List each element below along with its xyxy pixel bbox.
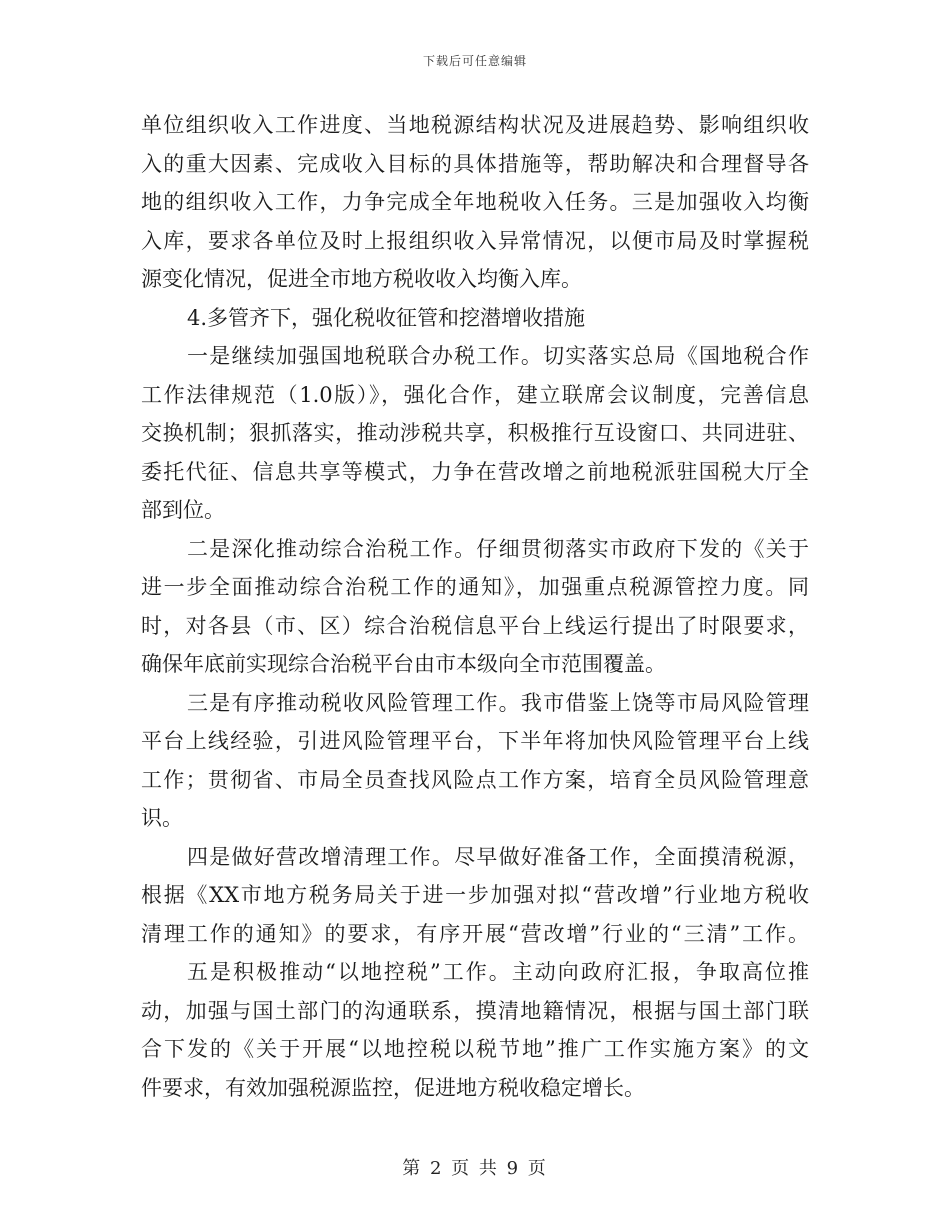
page-header: 下载后可任意编辑 — [422, 54, 527, 68]
text-line: 件要求，有效加强税源监控，促进地方税收稳定增长。 — [141, 1075, 645, 1100]
text-line: 地的组织收入工作，力争完成全年地税收入任务。三是加强收入均衡 — [141, 190, 809, 214]
text-line: 确保年底前实现综合治税平台由市本级向全市范围覆盖。 — [141, 652, 666, 676]
text-line: 部到位。 — [141, 498, 225, 522]
text-line: 入的重大因素、完成收入目标的具体措施等，帮助解决和合理督导各 — [141, 151, 809, 176]
document-body — [141, 106, 809, 1107]
text-line: 识。 — [141, 806, 183, 830]
text-line: 进一步全面推动综合治税工作的通知》，加强重点税源管控力度。同 — [141, 575, 809, 599]
page-number-footer: 第 2 页 共 9 页 — [402, 1158, 548, 1179]
text-line: 工作；贯彻省、市局全员查找风险点工作方案，培育全员风险管理意 — [141, 767, 809, 792]
text-line: 单位组织收入工作进度、当地税源结构状况及进展趋势、影响组织收 — [141, 113, 809, 137]
text-line: 平台上线经验，引进风险管理平台，下半年将加快风险管理平台上线 — [141, 729, 809, 753]
text-line: 动，加强与国土部门的沟通联系，摸清地籍情况，根据与国土部门联 — [141, 998, 809, 1023]
text-line: 入库，要求各单位及时上报组织收入异常情况，以便市局及时掌握税 — [141, 228, 809, 253]
text-line: 委托代征、信息共享等模式，力争在营改增之前地税派驻国税大厅全 — [141, 459, 809, 484]
text-line: 四是做好营改增清理工作。尽早做好准备工作，全面摸清税源， — [187, 844, 809, 869]
text-line: 五是积极推动“以地控税”工作。主动向政府汇报，争取高位推 — [187, 960, 809, 984]
text-line: 时，对各县（市、区）综合治税信息平台上线运行提出了时限要求， — [141, 613, 809, 638]
text-line: 清理工作的通知》的要求，有序开展“营改增”行业的“三清”工作。 — [141, 921, 809, 946]
text-line: 合下发的《关于开展“以地控税以税节地”推广工作实施方案》的文 — [141, 1037, 809, 1061]
text-line: 二是深化推动综合治税工作。仔细贯彻落实市政府下发的《关于 — [187, 536, 809, 561]
text-line: 4.多管齐下，强化税收征管和挖潜增收措施 — [187, 305, 586, 330]
text-line: 一是继续加强国地税联合办税工作。切实落实总局《国地税合作 — [187, 344, 809, 368]
text-line: 源变化情况，促进全市地方税收收入均衡入库。 — [141, 267, 582, 291]
text-line: 交换机制；狠抓落实，推动涉税共享，积极推行互设窗口、共同进驻、 — [141, 421, 809, 445]
text-line: 三是有序推动税收风险管理工作。我市借鉴上饶等市局风险管理 — [187, 690, 809, 715]
text-line: 工作法律规范（1.0版）》，强化合作，建立联席会议制度，完善信息 — [141, 382, 809, 407]
text-line: 根据《XX市地方税务局关于进一步加强对拟“营改增”行业地方税收 — [141, 883, 809, 907]
